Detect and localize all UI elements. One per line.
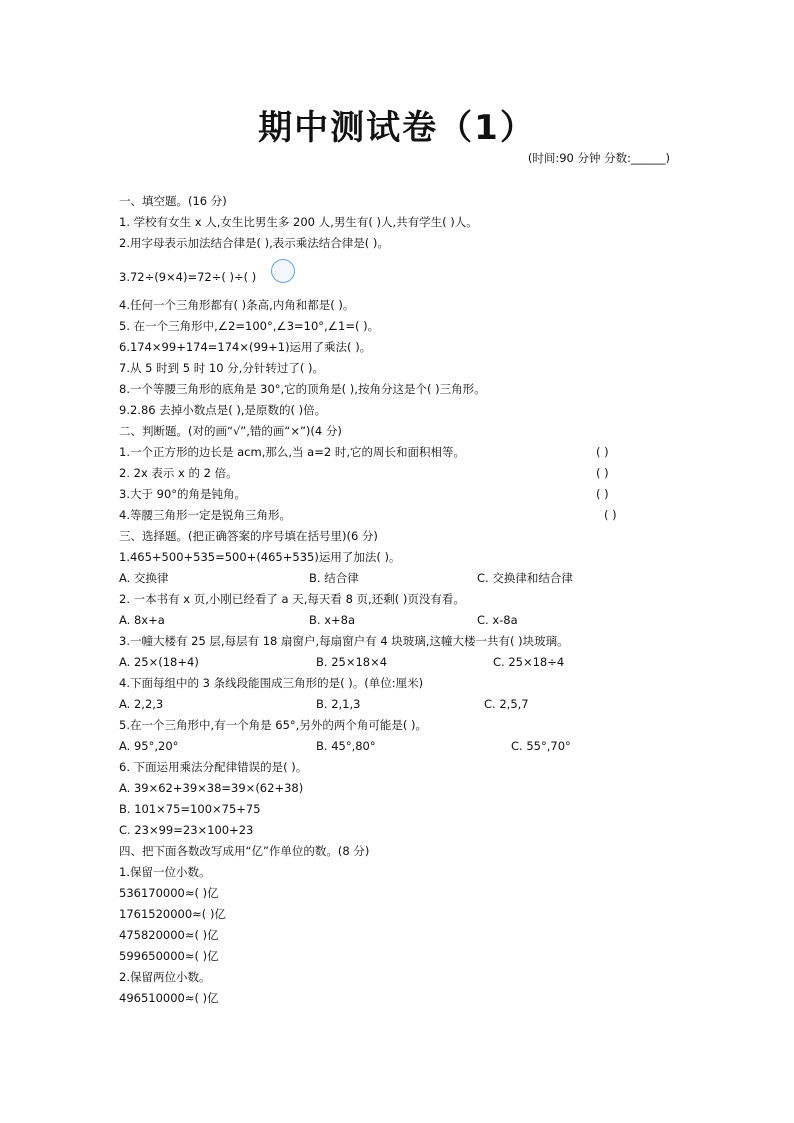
- judge-question: 3.大于 90°的角是钝角。: [119, 487, 247, 501]
- section-heading-judge: 二、判断题。(对的画“√”,错的画“×”)(4 分): [119, 424, 342, 438]
- choice-question: 4.下面每组中的 3 条线段能围成三角形的是( )。(单位:厘米): [119, 676, 424, 690]
- option-b: B. 25×18×4: [316, 655, 388, 669]
- question-line: 8.一个等腰三角形的底角是 30°,它的顶角是( ),按角分这是个( )三角形。: [119, 382, 486, 396]
- option-b: B. 101×75=100×75+75: [119, 802, 261, 816]
- option-b: B. 结合律: [309, 571, 359, 585]
- question-line: 4.任何一个三角形都有( )条高,内角和都是( )。: [119, 298, 355, 312]
- question-line: 6.174×99+174=174×(99+1)运用了乘法( )。: [119, 340, 372, 354]
- question-line: 5. 在一个三角形中,∠2=100°,∠3=10°,∠1=( )。: [119, 319, 380, 333]
- question-line: 7.从 5 时到 5 时 10 分,分针转过了( )。: [119, 361, 324, 375]
- choice-question: 6. 下面运用乘法分配律错误的是( )。: [119, 760, 308, 774]
- page-title: 期中测试卷（1）: [258, 108, 536, 148]
- sub-instruction: 2.保留两位小数。: [119, 970, 211, 984]
- cursor-circle-icon: [271, 259, 295, 283]
- judge-answer-bracket: ( ): [596, 466, 609, 480]
- choice-question: 3.一幢大楼有 25 层,每层有 18 扇窗户,每扇窗户有 4 块玻璃,这幢大楼一共有( )块玻璃。: [119, 634, 569, 648]
- option-b: B. x+8a: [309, 613, 356, 627]
- option-a: A. 2,2,3: [119, 697, 164, 711]
- judge-question: 2. 2x 表示 x 的 2 倍。: [119, 466, 238, 480]
- option-c: C. 交换律和结合律: [477, 571, 573, 585]
- option-a: A. 95°,20°: [119, 739, 179, 753]
- section-heading-rewrite: 四、把下面各数改写成用“亿”作单位的数。(8 分): [119, 844, 370, 858]
- question-line: 1. 学校有女生 x 人,女生比男生多 200 人,男生有( )人,共有学生( )人。: [119, 215, 478, 229]
- judge-question: 4.等腰三角形一定是锐角三角形。: [119, 508, 291, 522]
- rewrite-item: 599650000≈( )亿: [119, 949, 219, 963]
- section-heading-fill: 一、填空题。(16 分): [119, 194, 227, 208]
- question-line: 2.用字母表示加法结合律是( ),表示乘法结合律是( )。: [119, 236, 389, 250]
- judge-answer-bracket: ( ): [596, 487, 609, 501]
- option-c: C. 55°,70°: [511, 739, 571, 753]
- choice-question: 2. 一本书有 x 页,小刚已经看了 a 天,每天看 8 页,还剩( )页没有看。: [119, 592, 465, 606]
- judge-answer-bracket: ( ): [596, 445, 609, 459]
- judge-answer-bracket: ( ): [604, 508, 617, 522]
- option-a: A. 25×(18+4): [119, 655, 199, 669]
- sub-instruction: 1.保留一位小数。: [119, 865, 211, 879]
- question-line: 3.72÷(9×4)=72÷( )÷( ): [119, 270, 257, 284]
- choice-question: 1.465+500+535=500+(465+535)运用了加法( )。: [119, 550, 401, 564]
- question-line: 9.2.86 去掉小数点是( ),是原数的( )倍。: [119, 403, 327, 417]
- option-b: B. 2,1,3: [316, 697, 361, 711]
- option-c: C. 25×18÷4: [493, 655, 565, 669]
- rewrite-item: 496510000≈( )亿: [119, 991, 219, 1005]
- option-c: C. x-8a: [477, 613, 518, 627]
- option-a: A. 39×62+39×38=39×(62+38): [119, 781, 304, 795]
- choice-question: 5.在一个三角形中,有一个角是 65°,另外的两个角可能是( )。: [119, 718, 427, 732]
- option-c: C. 23×99=23×100+23: [119, 823, 254, 837]
- option-b: B. 45°,80°: [316, 739, 376, 753]
- rewrite-item: 1761520000≈( )亿: [119, 907, 226, 921]
- rewrite-item: 536170000≈( )亿: [119, 886, 219, 900]
- judge-question: 1.一个正方形的边长是 acm,那么,当 a=2 时,它的周长和面积相等。: [119, 445, 465, 459]
- option-c: C. 2,5,7: [484, 697, 529, 711]
- time-score-info: (时间:90 分钟 分数:______): [527, 151, 670, 165]
- option-a: A. 8x+a: [119, 613, 165, 627]
- option-a: A. 交换律: [119, 571, 169, 585]
- section-heading-choice: 三、选择题。(把正确答案的序号填在括号里)(6 分): [119, 529, 378, 543]
- rewrite-item: 475820000≈( )亿: [119, 928, 219, 942]
